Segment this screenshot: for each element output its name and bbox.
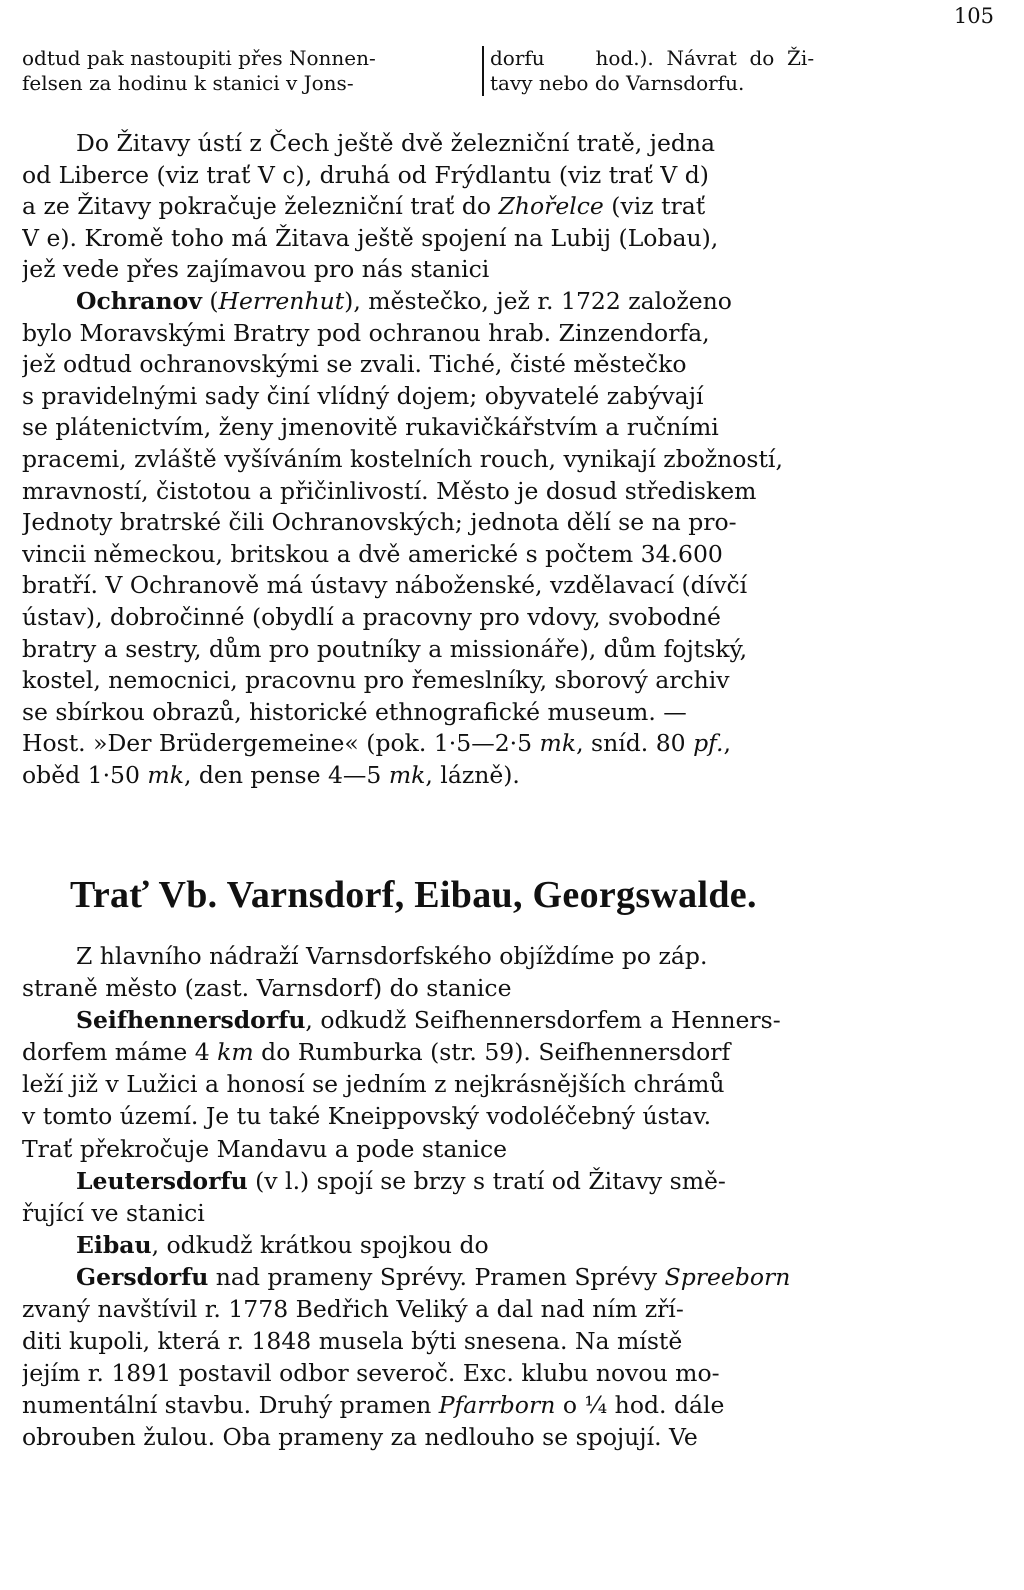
text-line: se sbírkou obrazů, historické ethnografické museum. — (22, 697, 687, 726)
page-number: 105 (953, 4, 994, 28)
text-line: Trať překročuje Mandavu a pode stanice (22, 1134, 508, 1163)
station-name: Seifhennersdorfu (76, 1006, 306, 1035)
top-note-right-column (482, 46, 980, 96)
text-line: s pravidelnými sady činí vlídný dojem; obyvatelé zabývají (22, 381, 704, 410)
section-varnsdorf (22, 940, 1002, 1454)
text-line: straně město (zast. Varnsdorf) do stanice (22, 974, 512, 1003)
text-line: Host. »Der Brüdergemeine« (pok. 1·5—2·5 mk, sníd. 80 pf., (22, 729, 731, 758)
place-name-italic: Zhořelce (498, 192, 604, 221)
text-line: diti kupoli, která r. 1848 musela býti snesena. Na místě (22, 1327, 683, 1356)
text-line: jež vede přes zajímavou pro nás stanici (22, 255, 490, 284)
station-name: Eibau (76, 1230, 152, 1259)
place-name-italic: Spreeborn (664, 1262, 791, 1291)
text-line: ústav), dobročinné (obydlí a pracovny pro vdovy, svobodné (22, 602, 721, 631)
top-note-left-column (22, 46, 467, 96)
text-line: řující ve stanici (22, 1198, 205, 1227)
section-zitava (22, 128, 1002, 791)
top-note (22, 46, 972, 106)
text-line: Leutersdorfu (v l.) spojí se brzy s tratí od Žitavy smě- (76, 1166, 726, 1195)
top-note-line: dorfu hod.). Návrat do Ži- (490, 46, 815, 70)
text-line: Seifhennersdorfu, odkudž Seifhennersdorfem a Henners- (76, 1006, 781, 1035)
text-line: numentální stavbu. Druhý pramen Pfarrborn o ¼ hod. dále (22, 1391, 725, 1420)
station-name: Gersdorfu (76, 1262, 209, 1291)
text-line: Eibau, odkudž krátkou spojkou do (76, 1230, 489, 1259)
text-line: pracemi, zvláště vyšíváním kostelních rouch, vynikají zbožností, (22, 444, 783, 473)
top-note-line: odtud pak nastoupiti přes Nonnen- (22, 46, 376, 70)
text-line: se plátenictvím, ženy jmenovitě rukavičkářstvím a ručními (22, 413, 719, 442)
text-line: jejím r. 1891 postavil odbor severoč. Exc. klubu novou mo- (22, 1359, 720, 1388)
text-line: od Liberce (viz trať V c), druhá od Frýdlantu (viz trať V d) (22, 160, 709, 189)
text-line: V e). Kromě toho má Žitava ještě spojení na Lubij (Lobau), (22, 223, 719, 252)
text-line: a ze Žitavy pokračuje železniční trať do Zhořelce (viz trať (22, 192, 706, 221)
text-line: jež odtud ochranovskými se zvali. Tiché, čisté městečko (22, 350, 687, 379)
text-line: bylo Moravskými Bratry pod ochranou hrab. Zinzendorfa, (22, 318, 710, 347)
station-name: Ochranov (76, 286, 202, 315)
text-line: bratří. V Ochranově má ústavy náboženské, vzdělavací (dívčí (22, 571, 748, 600)
text-line: v tomto území. Je tu také Kneippovský vodoléčebný ústav. (22, 1102, 712, 1131)
text-line: Z hlavního nádraží Varnsdorfského objíždíme po záp. (76, 942, 708, 970)
text-line: obrouben žulou. Oba prameny za nedlouho se spojují. Ve (22, 1423, 698, 1452)
text-line: Jednoty bratrské čili Ochranovských; jednota dělí se na pro- (22, 508, 737, 537)
text-line: oběd 1·50 mk, den pense 4—5 mk, lázně). (22, 760, 520, 789)
text-line: kostel, nemocnici, pracovnu pro řemeslníky, sborový archiv (22, 666, 730, 695)
text-line: zvaný navštívil r. 1778 Bedřich Veliký a dal nad ním zří- (22, 1295, 684, 1324)
top-note-line: felsen za hodinu k stanici v Jons- (22, 71, 354, 95)
section-heading: Trať Vb. Varnsdorf, Eibau, Georgswalde. (70, 874, 757, 916)
text-line: dorfem máme 4 km do Rumburka (str. 59). Seifhennersdorf (22, 1038, 731, 1067)
text-line: leží již v Lužici a honosí se jedním z nejkrásnějších chrámů (22, 1070, 725, 1099)
place-name-italic: Pfarrborn (438, 1391, 556, 1420)
text-line: bratry a sestry, dům pro poutníky a missionáře), dům fojtský, (22, 634, 748, 663)
text-line: Do Žitavy ústí z Čech ještě dvě železniční tratě, jedna (76, 129, 716, 157)
text-line: Ochranov (Herrenhut), městečko, jež r. 1722 založeno (76, 286, 732, 315)
text-line: Gersdorfu nad prameny Sprévy. Pramen Sprévy Spreeborn (76, 1262, 791, 1291)
station-name: Leutersdorfu (76, 1166, 248, 1195)
text-line: mravností, čistotou a přičinlivostí. Město je dosud střediskem (22, 476, 757, 505)
text-line: vincii německou, britskou a dvě americké s počtem 34.600 (22, 539, 723, 568)
place-name-italic: Herrenhut (218, 286, 345, 315)
top-note-line: tavy nebo do Varnsdorfu. (490, 71, 745, 95)
